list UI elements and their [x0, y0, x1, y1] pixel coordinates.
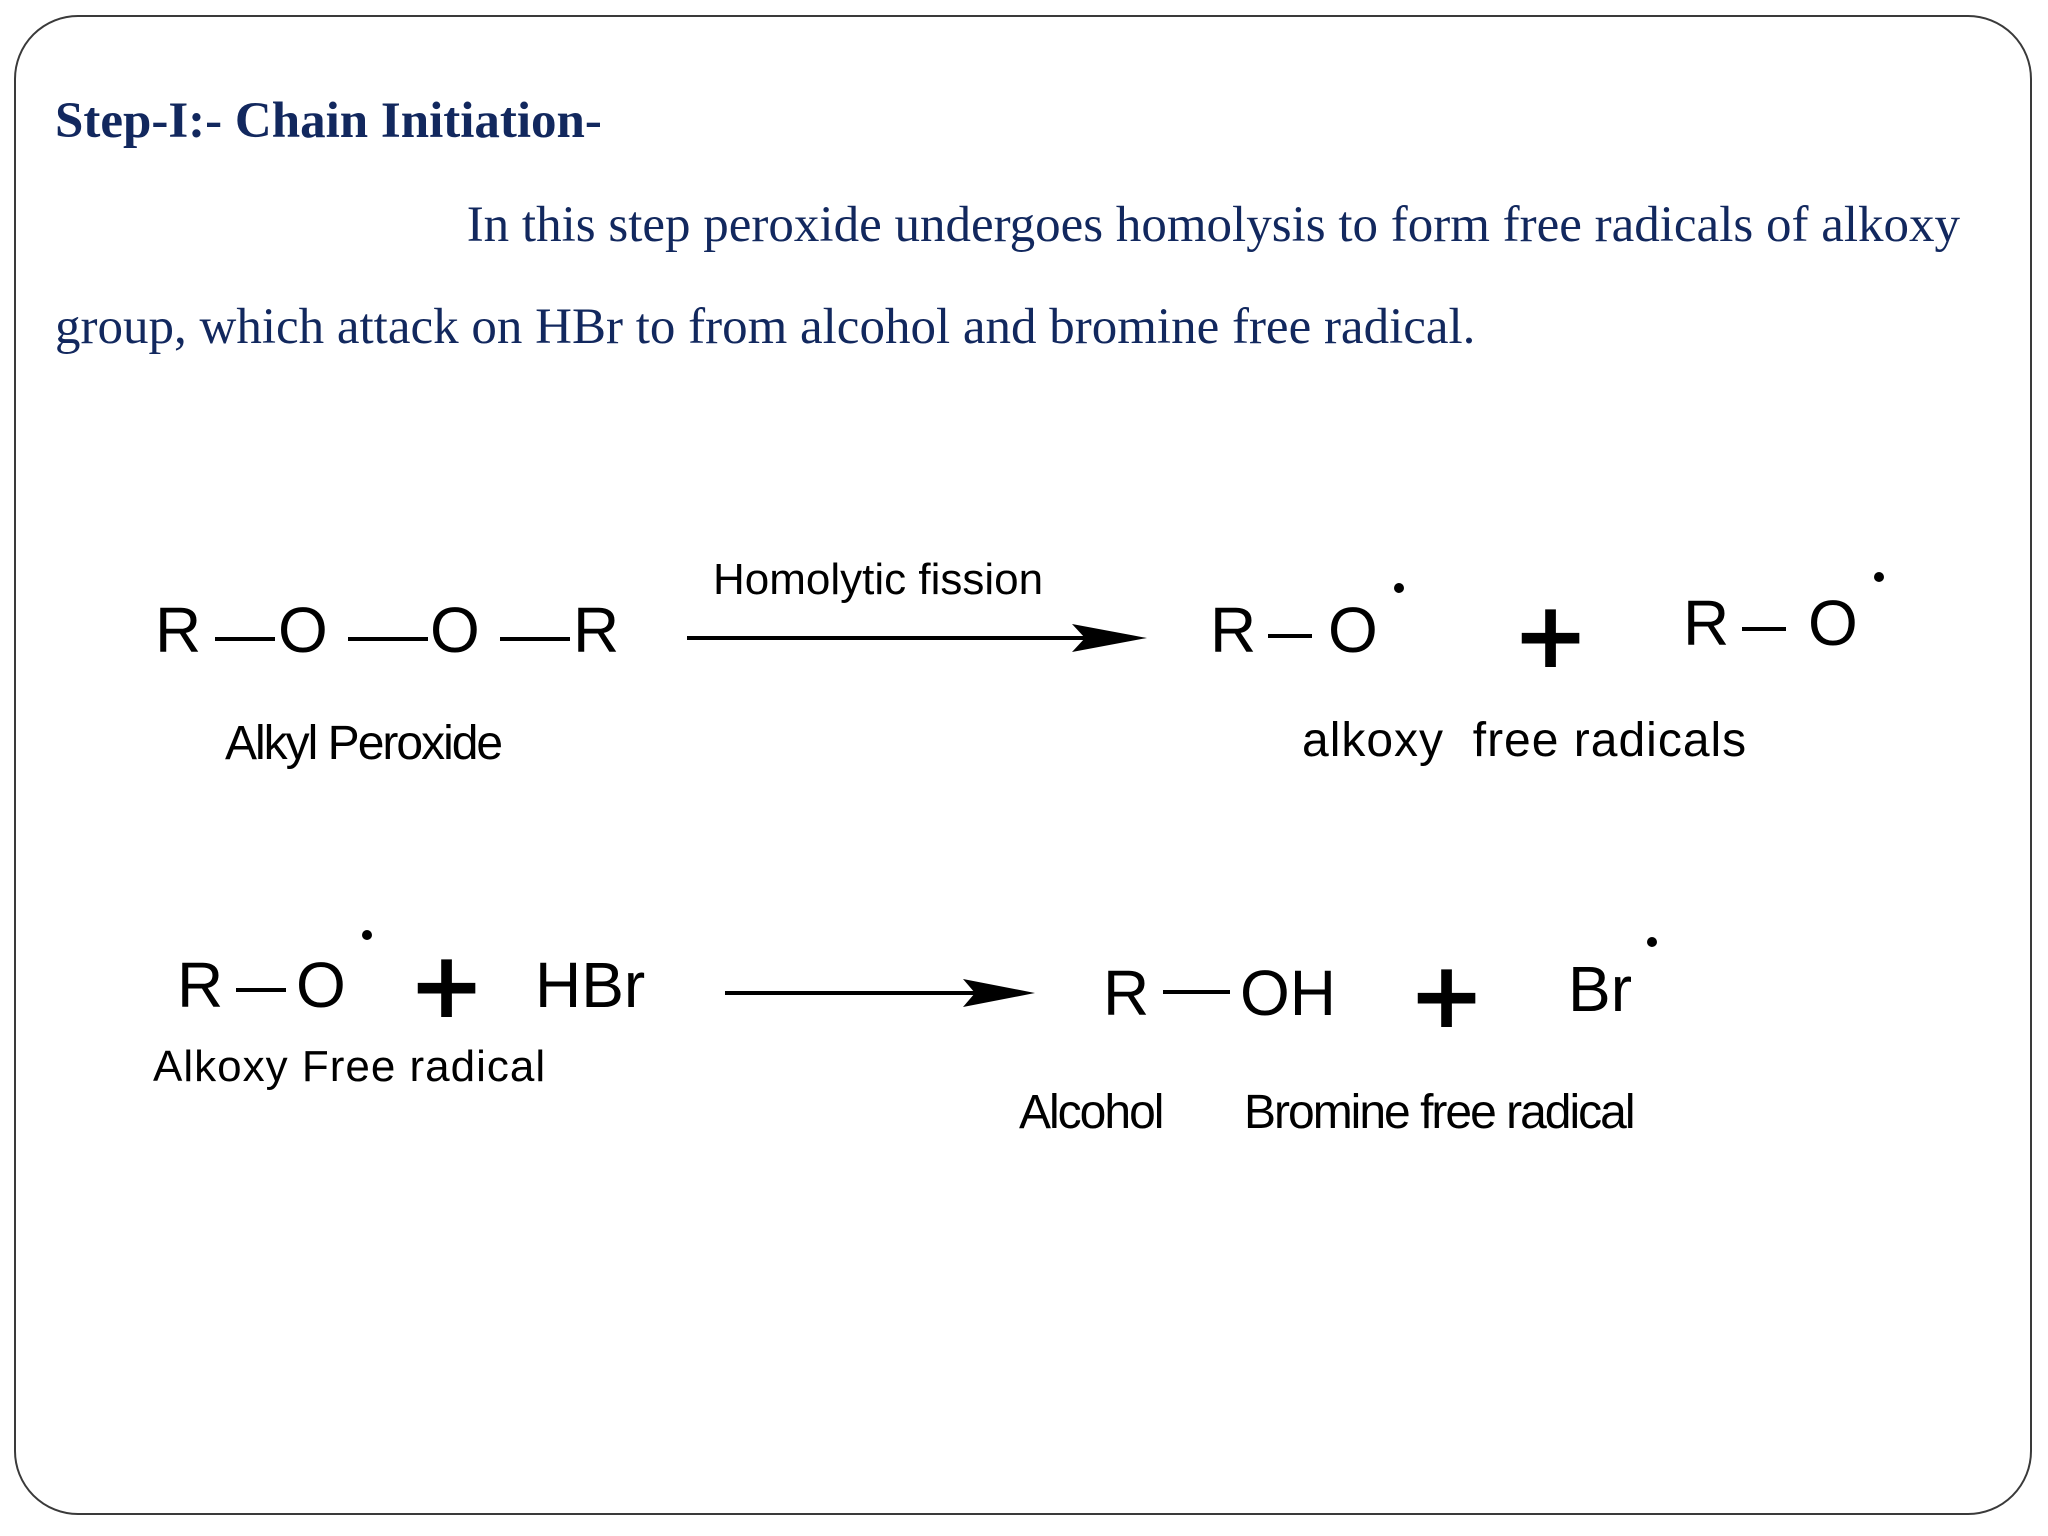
atom-o: O [430, 594, 480, 666]
bond [215, 637, 275, 641]
bond [500, 637, 570, 641]
atom-o: O [296, 949, 346, 1021]
atom-o: O [1808, 587, 1858, 659]
bromine-formula: Br [1568, 953, 1632, 1025]
radical-dot [1394, 583, 1404, 593]
hbr-formula: HBr [535, 949, 646, 1021]
radical-dot [1874, 572, 1884, 582]
atom-r: R [1683, 587, 1730, 659]
alkoxy-free-radicals-label: alkoxy free radicals [1302, 714, 1748, 767]
atom-o: O [1328, 594, 1378, 666]
paragraph-line-1: In this step peroxide undergoes homolysis to form free radicals of alkoxy [466, 197, 1960, 253]
bond [236, 988, 286, 992]
arrow-label: Homolytic fission [713, 555, 1044, 604]
plus-sign: + [1408, 942, 1486, 1049]
plus-sign: + [1512, 582, 1590, 689]
alkoxy-free-radical-label: Alkoxy Free radical [153, 1042, 547, 1091]
reaction-arrow [725, 976, 1035, 1012]
atom-r: R [1103, 957, 1150, 1029]
reaction-arrow [687, 621, 1147, 657]
step-heading: Step-I:- Chain Initiation- [55, 93, 602, 149]
bond [348, 637, 428, 641]
bond [1268, 634, 1312, 638]
atom-r: R [1210, 594, 1257, 666]
bond [1163, 990, 1230, 994]
atom-r: R [155, 594, 202, 666]
alcohol-label: Alcohol [1019, 1086, 1163, 1139]
paragraph-line-2: group, which attack on HBr to from alcohol and bromine free radical. [55, 299, 1476, 355]
plus-sign: + [408, 932, 486, 1039]
atom-r: R [177, 949, 224, 1021]
hydroxyl-group: OH [1240, 957, 1336, 1029]
bromine-free-radical-label: Bromine free radical [1244, 1086, 1634, 1139]
alkyl-peroxide-label: Alkyl Peroxide [225, 717, 502, 770]
bond [1742, 627, 1786, 631]
radical-dot [1647, 937, 1657, 947]
atom-o: O [278, 594, 328, 666]
atom-r: R [573, 594, 620, 666]
radical-dot [362, 930, 372, 940]
